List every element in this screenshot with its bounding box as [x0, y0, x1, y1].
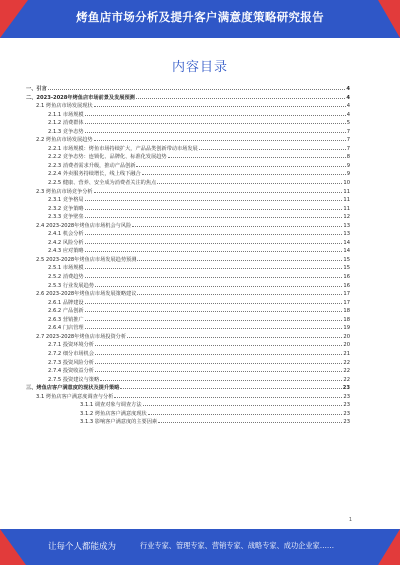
- toc-leader-dots: [95, 363, 342, 364]
- toc-entry[interactable]: [22, 179, 350, 188]
- toc-entry-page: 4: [346, 103, 350, 110]
- toc-entry-label: 2.7.1 投资环境分析: [48, 342, 94, 349]
- toc-entry-label: 2.7.3 投资风险分析: [48, 359, 94, 366]
- toc-entry-page: 4: [346, 86, 350, 92]
- toc-leader-dots: [114, 397, 342, 398]
- toc-entry[interactable]: [22, 401, 350, 410]
- toc-entry-page: 13: [343, 231, 350, 238]
- toc-entry[interactable]: [22, 324, 350, 333]
- toc-entry[interactable]: [22, 188, 350, 197]
- toc-entry-page: 17: [343, 299, 350, 306]
- toc-leader-dots: [157, 183, 342, 184]
- toc-entry-page: 7: [346, 145, 350, 152]
- toc-entry[interactable]: [22, 85, 350, 94]
- toc-entry-label: 2.2.4 外卖服务持续增长，线上线下融合: [48, 171, 141, 178]
- toc-leader-dots: [158, 422, 342, 423]
- toc-entry-page: 10: [343, 180, 350, 187]
- toc-entry[interactable]: [22, 376, 350, 385]
- toc-leader-dots: [85, 217, 343, 218]
- toc-leader-dots: [85, 234, 343, 235]
- toc-entry-label: 2.2.1 市场规模：烤鱼市场持续扩大，产品品类创新带动市场发展: [48, 145, 198, 152]
- toc-entry-page: 16: [343, 282, 350, 289]
- toc-entry[interactable]: [22, 247, 350, 256]
- toc-entry-page: 17: [343, 291, 350, 298]
- toc-entry[interactable]: [22, 393, 350, 402]
- toc-entry-page: 23: [343, 402, 350, 409]
- toc-entry-page: 7: [346, 128, 350, 135]
- toc-entry[interactable]: [22, 94, 350, 103]
- toc-entry[interactable]: [22, 256, 350, 265]
- toc-entry[interactable]: [22, 282, 350, 291]
- toc-entry-page: 15: [343, 265, 350, 272]
- toc-entry[interactable]: [22, 367, 350, 376]
- toc-heading: 内容目录: [171, 60, 228, 75]
- toc-entry-page: 19: [343, 325, 350, 332]
- toc-entry-page: 14: [343, 248, 350, 255]
- toc-entry-label: 2.6.2 产品创新: [48, 308, 84, 315]
- toc-entry-page: 9: [346, 162, 350, 169]
- toc-entry-page: 18: [343, 308, 350, 315]
- footer-accent-left: [0, 529, 26, 565]
- toc-entry-label: 2.6.4 门店管理: [48, 325, 84, 332]
- toc-entry[interactable]: [22, 111, 350, 120]
- toc-entry-page: 15: [343, 256, 350, 263]
- toc-entry-label: 2.1 烤鱼店市场发展现状: [36, 103, 93, 110]
- toc-entry[interactable]: [22, 213, 350, 222]
- toc-entry-label: 2.3.3 竞争壁垒: [48, 214, 84, 221]
- toc-leader-dots: [95, 354, 342, 355]
- toc-leader-dots: [143, 405, 343, 406]
- toc-entry-label: 2.7.5 投资建议与策略: [48, 376, 100, 383]
- toc-entry-page: 23: [343, 410, 350, 417]
- toc-entry[interactable]: [22, 239, 350, 248]
- toc-entry[interactable]: [22, 230, 350, 239]
- toc-entry-label: 2.3.2 竞争策略: [48, 205, 84, 212]
- toc-entry[interactable]: [22, 170, 350, 179]
- toc-entry-page: 11: [343, 197, 350, 204]
- toc-entry-page: 8: [346, 154, 350, 161]
- toc-entry-label: 3.1 烤鱼店客户满意度调查与分析: [36, 393, 114, 400]
- footer-slogan: 让每个人都能成为: [48, 542, 117, 552]
- toc-leader-dots: [95, 345, 342, 346]
- toc-leader-dots: [85, 328, 343, 329]
- toc-entry-page: 20: [343, 333, 350, 340]
- toc-entry-page: 12: [343, 214, 350, 221]
- page-header: [0, 0, 400, 38]
- toc-entry-label: 2.5.1 市场规模: [48, 265, 84, 272]
- toc-entry-label: 2.1.1 市场规模: [48, 111, 84, 118]
- table-of-contents: [22, 85, 350, 427]
- toc-entry[interactable]: [22, 418, 350, 427]
- toc-leader-dots: [85, 115, 346, 116]
- toc-entry-label: 三、烤鱼店客户满意度的现状及提升策略: [26, 385, 120, 392]
- toc-entry[interactable]: [22, 307, 350, 316]
- toc-leader-dots: [85, 303, 343, 304]
- toc-entry-page: 22: [343, 359, 350, 366]
- toc-leader-dots: [85, 311, 343, 312]
- toc-entry-page: 18: [343, 316, 350, 323]
- toc-entry-page: 23: [343, 419, 350, 426]
- toc-entry-label: 2.5.3 行业发展趋势: [48, 282, 94, 289]
- toc-entry[interactable]: [22, 341, 350, 350]
- toc-entry-label: 2.7.2 细分市场机会: [48, 350, 94, 357]
- toc-leader-dots: [136, 98, 346, 99]
- report-title: 烤鱼店市场分析及提升客户满意度策略研究报告: [76, 10, 324, 24]
- toc-entry[interactable]: [22, 119, 350, 128]
- toc-leader-dots: [85, 320, 343, 321]
- toc-leader-dots: [137, 260, 342, 261]
- toc-leader-dots: [95, 286, 342, 287]
- toc-entry[interactable]: [22, 153, 350, 162]
- toc-entry[interactable]: [22, 410, 350, 419]
- toc-entry-page: 14: [343, 239, 350, 246]
- page-number: 1: [348, 517, 352, 523]
- toc-entry-page: 4: [346, 111, 350, 118]
- toc-leader-dots: [94, 106, 346, 107]
- toc-entry-label: 二、2023-2028年烤鱼店市场前景及发展预测: [26, 94, 135, 101]
- toc-entry-label: 2.1.3 竞争态势: [48, 128, 84, 135]
- toc-entry[interactable]: [22, 333, 350, 342]
- toc-leader-dots: [85, 251, 343, 252]
- toc-entry-page: 11: [343, 205, 350, 212]
- toc-entry[interactable]: [22, 290, 350, 299]
- toc-entry-label: 2.4.3 应对策略: [48, 248, 84, 255]
- toc-entry-page: 22: [343, 368, 350, 375]
- toc-entry-page: 9: [346, 171, 350, 178]
- toc-leader-dots: [94, 192, 343, 193]
- toc-leader-dots: [95, 371, 342, 372]
- toc-entry-page: 21: [343, 350, 350, 357]
- toc-leader-dots: [127, 337, 342, 338]
- toc-entry-label: 2.2.5 健康、营养、安全成为消费者关注的焦点: [48, 180, 157, 187]
- toc-entry-page: 7: [346, 137, 350, 144]
- toc-entry-label: 2.6.1 品牌建设: [48, 299, 84, 306]
- toc-entry-label: 2.4.1 机会分析: [48, 231, 84, 238]
- toc-leader-dots: [199, 149, 346, 150]
- toc-leader-dots: [85, 123, 346, 124]
- toc-entry-label: 2.4 2023-2028年烤鱼店市场机会与风险: [36, 222, 132, 229]
- toc-entry-label: 2.7 2023-2028年烤鱼店市场投资分析: [36, 333, 127, 340]
- toc-entry-label: 2.1.2 消费群体: [48, 120, 84, 127]
- toc-entry[interactable]: [22, 162, 350, 171]
- toc-entry[interactable]: [22, 205, 350, 214]
- toc-entry-page: 5: [346, 120, 350, 127]
- toc-entry-page: 22: [343, 376, 350, 383]
- toc-entry-page: 13: [343, 222, 350, 229]
- toc-entry-label: 3.1.1 调查对象与调查方法: [80, 402, 142, 409]
- toc-entry-label: 2.5.2 消费趋势: [48, 274, 84, 281]
- toc-leader-dots: [85, 209, 343, 210]
- toc-entry[interactable]: [22, 128, 350, 137]
- toc-leader-dots: [136, 166, 345, 167]
- toc-entry[interactable]: [22, 264, 350, 273]
- toc-leader-dots: [85, 277, 343, 278]
- toc-entry[interactable]: [22, 384, 350, 393]
- toc-leader-dots: [132, 226, 342, 227]
- toc-leader-dots: [85, 268, 343, 269]
- toc-entry-label: 2.6.3 营销推广: [48, 316, 84, 323]
- toc-leader-dots: [168, 157, 346, 158]
- toc-leader-dots: [85, 132, 346, 133]
- toc-entry-page: 4: [346, 94, 350, 101]
- toc-entry[interactable]: [22, 136, 350, 145]
- toc-entry[interactable]: [22, 299, 350, 308]
- toc-leader-dots: [148, 414, 343, 415]
- toc-entry-label: 2.2.3 消费者需求升级，推动产品创新: [48, 162, 136, 169]
- toc-leader-dots: [142, 174, 346, 175]
- toc-entry-label: 2.5 2023-2028年烤鱼店市场发展趋势预测: [36, 256, 137, 263]
- footer-tagline: 行业专家、管理专家、营销专家、战略专家、成功企业家……: [140, 541, 335, 550]
- toc-entry-label: 2.7.4 投资收益分析: [48, 368, 94, 375]
- footer-accent-right: [378, 529, 400, 565]
- toc-entry[interactable]: [22, 273, 350, 282]
- toc-leader-dots: [85, 243, 343, 244]
- toc-entry[interactable]: [22, 145, 350, 154]
- toc-entry-label: 2.2 烤鱼店市场发展趋势: [36, 137, 93, 144]
- toc-entry-label: 2.4.2 风险分析: [48, 239, 84, 246]
- toc-entry-label: 2.3 烤鱼店市场竞争分析: [36, 188, 93, 195]
- toc-entry[interactable]: [22, 222, 350, 231]
- toc-entry[interactable]: [22, 102, 350, 111]
- toc-leader-dots: [100, 380, 342, 381]
- toc-entry-label: 2.3.1 竞争格局: [48, 197, 84, 204]
- toc-entry[interactable]: [22, 316, 350, 325]
- toc-leader-dots: [137, 294, 342, 295]
- toc-leader-dots: [48, 89, 346, 90]
- page-footer: [0, 529, 400, 565]
- toc-entry-label: 3.1.2 烤鱼店客户满意度现状: [80, 410, 147, 417]
- toc-entry-page: 20: [343, 342, 350, 349]
- toc-entry-label: 3.1.3 影响客户满意度的主要因素: [80, 419, 158, 426]
- toc-entry[interactable]: [22, 350, 350, 359]
- toc-entry-page: 23: [343, 393, 350, 400]
- toc-leader-dots: [120, 388, 341, 389]
- toc-entry[interactable]: [22, 196, 350, 205]
- toc-entry-label: 2.2.2 竞争态势：连锁化、品牌化、标准化发展趋势: [48, 154, 167, 161]
- toc-entry-page: 11: [343, 188, 350, 195]
- toc-entry-label: 2.6 2023-2028年烤鱼店市场发展策略建议: [36, 291, 137, 298]
- toc-entry-page: 16: [343, 274, 350, 281]
- toc-leader-dots: [94, 140, 346, 141]
- toc-leader-dots: [85, 200, 343, 201]
- toc-entry-label: 一、引言: [26, 86, 47, 92]
- toc-entry-page: 23: [342, 385, 350, 392]
- toc-entry[interactable]: [22, 359, 350, 368]
